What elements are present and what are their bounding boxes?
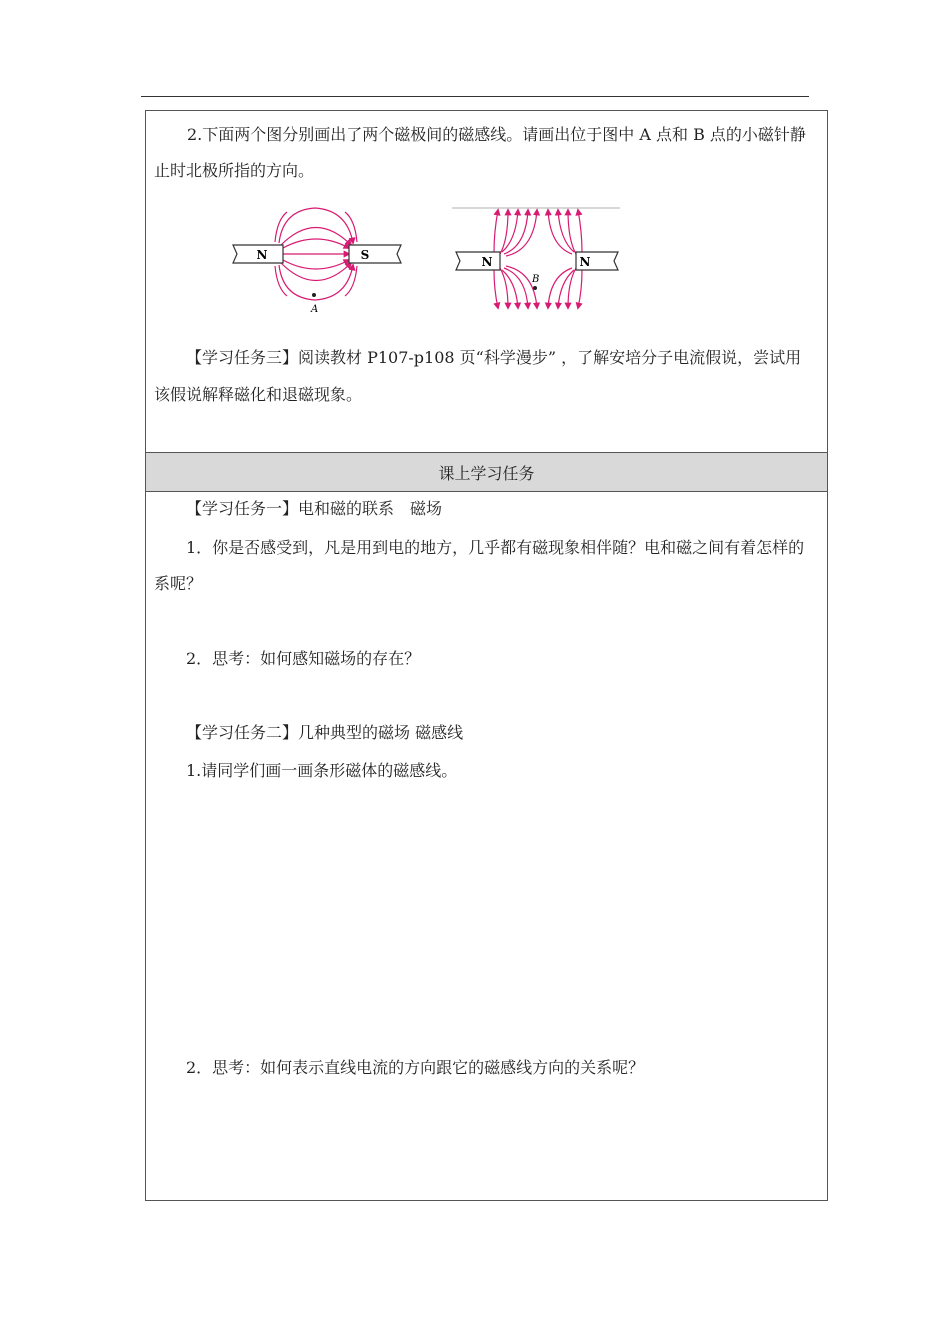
figure-ns-field-lines bbox=[225, 200, 410, 318]
bar-magnet-left bbox=[456, 252, 500, 270]
point-b bbox=[533, 286, 537, 290]
field-lines bbox=[275, 208, 357, 300]
pole-label-s: S bbox=[360, 248, 370, 262]
task-3-line-2: 该假说解释磁化和退磁现象。 bbox=[154, 385, 363, 404]
question-2-line-1: 2.下面两个图分别画出了两个磁极间的磁感线。请画出位于图中 A 点和 B 点的小磁针静 bbox=[187, 125, 806, 144]
figure-nn-field-lines bbox=[450, 202, 625, 314]
task-1-question-2: 2．思考：如何感知磁场的存在？ bbox=[186, 649, 421, 668]
task-2-heading: 【学习任务二】几种典型的磁场 磁感线 bbox=[186, 723, 464, 742]
task-1-question-1-line-2: 系呢？ bbox=[154, 574, 203, 593]
point-a bbox=[312, 293, 316, 297]
pole-label-n-right: N bbox=[579, 255, 591, 269]
task-1-question-1-line-1: 1．你是否感受到，凡是用到电的地方，几乎都有磁现象相伴随？电和磁之间有着怎样的 bbox=[186, 538, 805, 557]
question-2-line-2: 止时北极所指的方向。 bbox=[154, 161, 315, 180]
pole-label-n-left: N bbox=[481, 255, 493, 269]
section-bar bbox=[145, 452, 828, 492]
task-2-question-1: 1.请同学们画一画条形磁体的磁感线。 bbox=[186, 761, 458, 780]
point-b-label: B bbox=[532, 274, 540, 285]
field-lines bbox=[494, 210, 582, 308]
section-title: 课上学习任务 bbox=[438, 463, 535, 483]
bar-magnet-right bbox=[349, 245, 401, 263]
point-a-label: A bbox=[311, 304, 319, 315]
pole-label-n: N bbox=[256, 248, 268, 262]
task-2-question-2: 2．思考：如何表示直线电流的方向跟它的磁感线方向的关系呢？ bbox=[186, 1058, 645, 1077]
in-class-task-cell bbox=[145, 491, 828, 1201]
task-1-heading: 【学习任务一】电和磁的联系 磁场 bbox=[186, 499, 443, 518]
header-rule bbox=[141, 96, 809, 97]
task-3-line-1: 【学习任务三】阅读教材 P107-p108 页“科学漫步” ，了解安培分子电流假说，尝试用 bbox=[186, 348, 802, 367]
